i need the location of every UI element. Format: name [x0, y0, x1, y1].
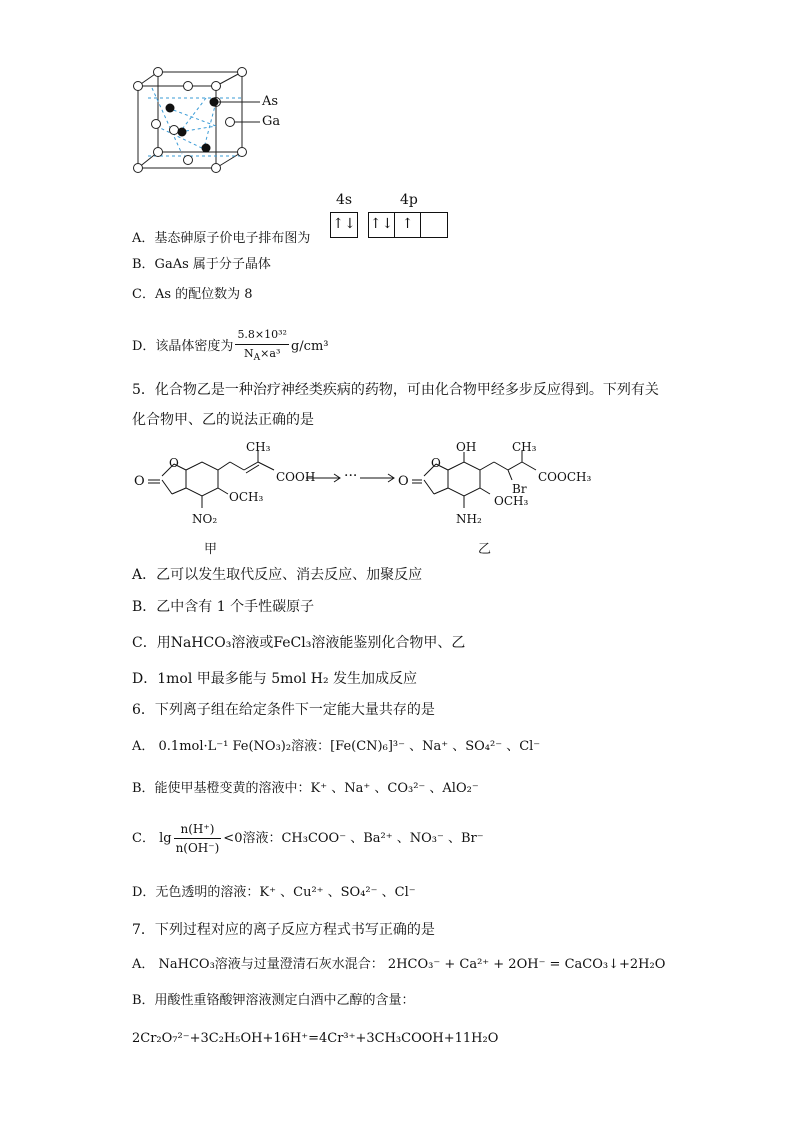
q6-option-a: A． 0.1mol·L⁻¹ Fe(NO₃)₂溶液：[Fe(CN)₆]³⁻ 、Na⁺ 、SO₄²⁻ 、Cl⁻ — [132, 739, 541, 754]
compound-yi-structure — [396, 436, 596, 536]
compound-jia-structure — [128, 436, 308, 536]
q5-option-c: C．用NaHCO₃溶液或FeCl₃溶液能鉴别化合物甲、乙 — [132, 635, 466, 651]
yi-nh2: NH₂ — [456, 512, 482, 526]
yi-ch3: CH₃ — [512, 440, 537, 454]
orbital-4s-cell: ↑↓ — [332, 216, 356, 232]
yi-och3: OCH₃ — [494, 494, 529, 508]
orbital-4p-cell-3 — [421, 213, 447, 237]
yi-keto-oxygen: O — [398, 474, 409, 489]
label-as: As — [262, 94, 279, 109]
q5-stem-line-2: 化合物甲、乙的说法正确的是 — [132, 412, 314, 428]
jia-ring-oxygen: O — [169, 456, 179, 470]
label-ga: Ga — [262, 114, 281, 129]
jia-no2: NO₂ — [192, 512, 218, 526]
q6-option-b: B．能使甲基橙变黄的溶液中：K⁺ 、Na⁺ 、CO₃²⁻ 、AlO₂⁻ — [132, 781, 479, 796]
q6-option-c — [132, 820, 484, 857]
lg-numerator: n(H⁺) — [174, 820, 222, 839]
jia-keto-oxygen: O — [134, 474, 145, 489]
jia-och3: OCH₃ — [229, 490, 264, 504]
orbital-box-4p — [368, 212, 448, 238]
density-fraction — [235, 326, 289, 367]
reaction-arrow-1 — [306, 472, 342, 484]
density-unit: g/cm³ — [290, 339, 329, 354]
q5-stem-line-1: 5．化合物乙是一种治疗神经类疾病的药物，可由化合物甲经多步反应得到。下列有关 — [132, 382, 659, 398]
jia-ch3: CH₃ — [246, 440, 271, 454]
orbital-4p-cell-1: ↑↓ — [369, 213, 395, 237]
reaction-arrow-2 — [360, 472, 396, 484]
orbital-4p-cell-2: ↑ — [395, 213, 421, 237]
jia-name: 甲 — [204, 542, 218, 557]
q4-option-d-prefix: D．该晶体密度为 — [132, 339, 234, 354]
lg-denominator: n(OH⁻) — [175, 841, 220, 855]
q6-option-c-prefix: C． lg — [132, 831, 172, 846]
jia-cooh: COOH — [276, 470, 316, 484]
q5-option-d: D．1mol 甲最多能与 5mol H₂ 发生加成反应 — [132, 671, 418, 687]
q4-option-c: C．As 的配位数为 8 — [132, 287, 253, 302]
q6-option-c-rest: <0溶液：CH₃COO⁻ 、Ba²⁺ 、NO₃⁻ 、Br⁻ — [223, 831, 484, 846]
q7-option-b-equation: 2Cr₂O₇²⁻+3C₂H₅OH+16H⁺=4Cr³⁺+3CH₃COOH+11H₂O — [132, 1031, 499, 1046]
yi-cooch3: COOCH₃ — [538, 470, 592, 484]
yi-br: Br — [512, 482, 527, 496]
orbital-4s-label: 4s — [336, 192, 353, 208]
q4-option-b: B．GaAs 属于分子晶体 — [132, 257, 271, 272]
q5-option-a: A．乙可以发生取代反应、消去反应、加聚反应 — [132, 567, 423, 583]
yi-name: 乙 — [478, 542, 492, 557]
q7-stem: 7．下列过程对应的离子反应方程式书写正确的是 — [132, 922, 435, 938]
density-denominator: $N_A\times a^3$ — [244, 347, 281, 363]
orbital-4p-label: 4p — [400, 192, 418, 208]
orbital-box-4s — [330, 212, 358, 238]
q7-option-b: B．用酸性重铬酸钾溶液测定白酒中乙醇的含量： — [132, 993, 415, 1008]
density-numerator: 5.8×10³² — [235, 326, 289, 345]
yi-oh: OH — [456, 440, 477, 454]
q6-option-d: D．无色透明的溶液：K⁺ 、Cu²⁺ 、SO₄²⁻ 、Cl⁻ — [132, 885, 416, 900]
q4-option-a: A．基态砷原子价电子排布图为 — [132, 231, 311, 246]
reaction-dots: ··· — [344, 468, 358, 484]
q6-stem: 6．下列离子组在给定条件下一定能大量共存的是 — [132, 702, 435, 718]
q5-option-b: B．乙中含有 1 个手性碳原子 — [132, 599, 315, 615]
q4-option-d — [132, 326, 329, 367]
yi-ring-oxygen: O — [431, 456, 441, 470]
q7-option-a: A． NaHCO₃溶液与过量澄清石灰水混合： 2HCO₃⁻ + Ca²⁺ + 2OH⁻ = CaCO₃↓+2H₂O — [132, 957, 666, 972]
lg-fraction — [174, 820, 222, 857]
